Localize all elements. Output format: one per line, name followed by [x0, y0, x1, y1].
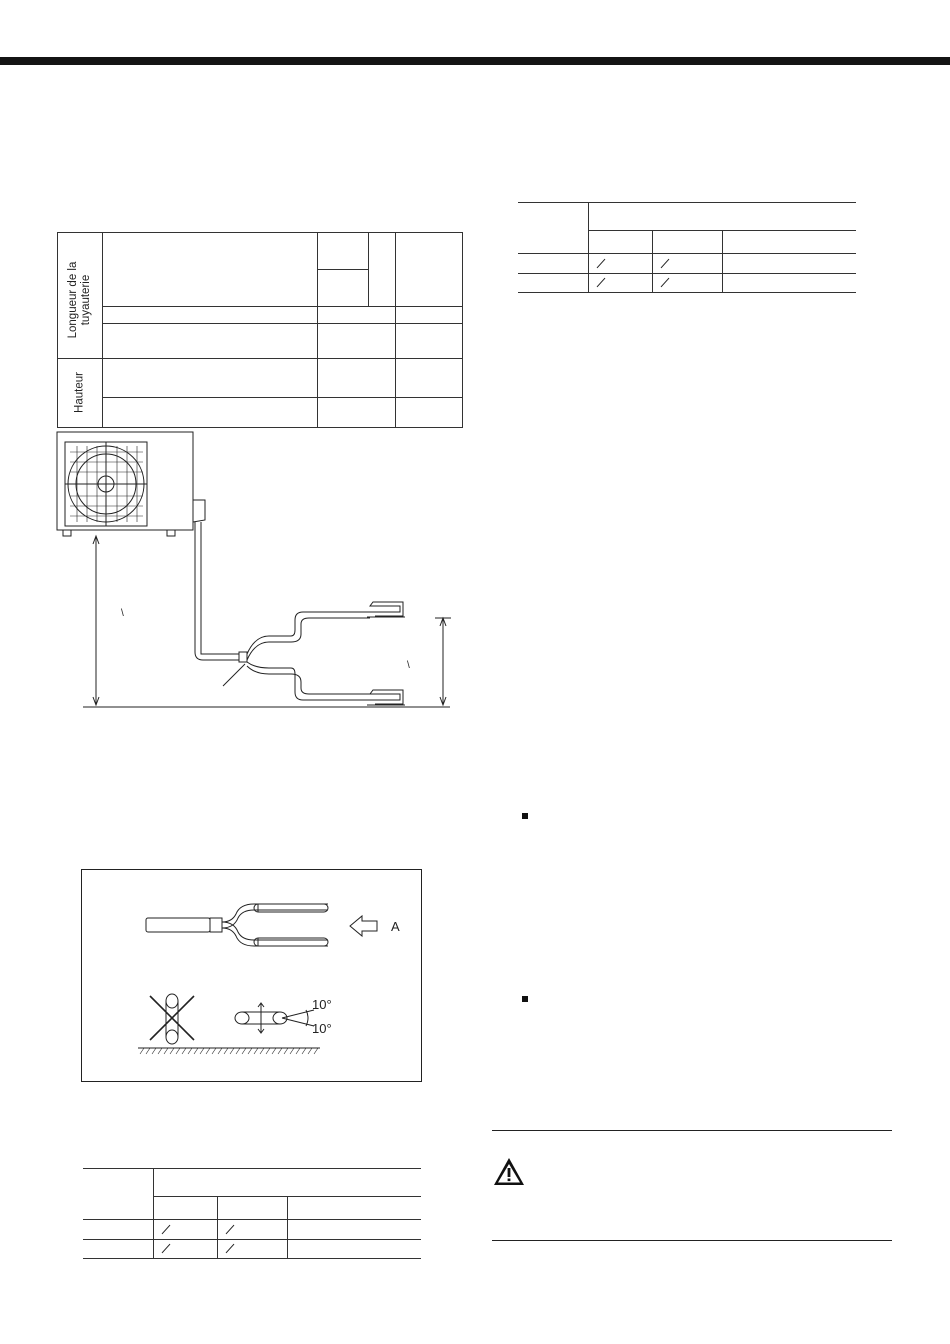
square-bullet-icon [522, 996, 528, 1002]
pipe-length-table [57, 232, 463, 428]
slash-mark [225, 1244, 234, 1254]
warning-top-rule [492, 1130, 892, 1131]
height-section-label: Hauteur [73, 372, 86, 413]
angle-lower-label: 10° [312, 1021, 332, 1036]
branch-orientation-figure [81, 869, 422, 1082]
height-tick-left: \ [121, 608, 124, 619]
warning-bottom-rule [492, 1240, 892, 1241]
height-tick-right: \ [407, 660, 410, 671]
slash-mark [161, 1224, 170, 1234]
slash-mark [660, 278, 669, 288]
slash-mark [660, 258, 669, 268]
slash-mark [596, 258, 605, 268]
arrow-a-label: A [391, 919, 400, 934]
system-installation-diagram [55, 430, 465, 715]
warning-triangle-icon [493, 1157, 525, 1186]
slash-mark [596, 278, 605, 288]
lower-left-table [83, 1168, 421, 1259]
angle-upper-label: 10° [312, 997, 332, 1012]
slash-mark [161, 1244, 170, 1254]
outdoor-unit [57, 432, 193, 530]
slash-mark [225, 1224, 234, 1234]
header-rule [0, 57, 950, 65]
upper-right-table [518, 202, 856, 293]
square-bullet-icon [522, 813, 528, 819]
length-section-label: Longueur de la tuyauterie [67, 261, 92, 339]
